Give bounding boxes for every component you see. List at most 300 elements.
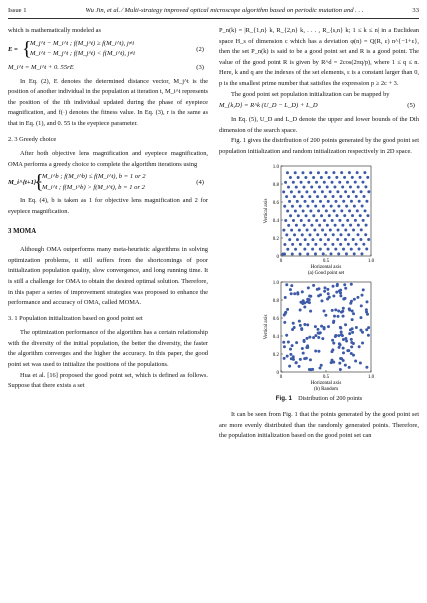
random-point	[289, 352, 292, 355]
good-point-point	[345, 252, 348, 255]
left-column	[8, 26, 208, 392]
random-point	[350, 345, 353, 348]
random-point	[334, 308, 337, 311]
good-point-point	[297, 214, 300, 217]
random-point	[317, 336, 320, 339]
good-point-point	[335, 175, 338, 178]
random-point	[330, 350, 333, 353]
eq4-lhs: M_i^{t+1} =	[8, 179, 42, 187]
random-point	[340, 333, 343, 336]
good-point-point	[351, 175, 354, 178]
good-point-point	[360, 252, 363, 255]
good-point-point	[301, 233, 304, 236]
random-point	[343, 283, 346, 286]
good-point-point	[284, 180, 287, 183]
good-point-point	[358, 247, 361, 250]
eq4-row1: M_i^b ; f(M_i^b) ≤ f(M_i^t), b = 1 or 2	[42, 173, 146, 181]
good-point-point	[367, 190, 370, 193]
random-point	[285, 333, 288, 336]
good-point-point	[286, 171, 289, 174]
random-point	[310, 368, 313, 371]
good-point-point	[294, 171, 297, 174]
eq4-number: (4)	[196, 179, 204, 187]
equation-5	[219, 101, 419, 112]
good-point-point	[364, 209, 367, 212]
good-point-point	[360, 228, 363, 231]
good-point-point	[320, 176, 323, 179]
random-point	[342, 338, 345, 341]
good-point-point	[315, 180, 318, 183]
good-point-point	[287, 223, 290, 226]
good-point-point	[304, 176, 307, 179]
figure-intro-paragraph: Fig. 1 gives the distribution of 200 points generated by the good point set population initialization and random initialization respectively in 2D space.	[219, 137, 419, 155]
good-point-point	[310, 223, 313, 226]
good-point-ylabel: Vertical axis	[264, 198, 269, 223]
eq2-lhs: E =	[8, 45, 18, 53]
good-point-point	[298, 228, 301, 231]
random-point	[306, 336, 309, 339]
eq-description: In Eq. (2), E denotes the determined distance vector, M_j^t is the position of another individual in the population at iteration t, M_i^t represents the position of the ith individual updated during the phase of eyepiece magnification, and f(·) denotes the fitness value. In Eq. (3), r is the same as that in Eq. (1), and 0. 55 is the eyepiece parameter.	[8, 77, 208, 127]
good-point-point	[311, 238, 314, 241]
eq4-row2: M_i^t ; f(M_i^b) > f(M_i^t), b = 1 or 2	[42, 183, 145, 191]
figure-caption-label: Fig. 1	[275, 394, 292, 402]
good-point-point	[309, 233, 312, 236]
random-ytick-label: 0.8	[272, 298, 279, 304]
good-point-point	[325, 171, 328, 174]
good-point-point	[350, 199, 353, 202]
good-point-point	[327, 238, 330, 241]
good-point-point	[315, 219, 318, 222]
good-point-point	[347, 233, 350, 236]
good-point-ytick-label: 0.2	[272, 236, 279, 242]
random-point	[303, 305, 306, 308]
random-point	[350, 337, 353, 340]
random-point	[348, 308, 351, 311]
good-point-point	[348, 209, 351, 212]
random-point	[317, 349, 320, 352]
good-point-point	[296, 238, 299, 241]
eq4-brace: {	[34, 171, 44, 194]
good-point-point	[292, 180, 295, 183]
random-point	[289, 288, 292, 291]
random-point	[339, 291, 342, 294]
good-point-point	[293, 233, 296, 236]
good-point-point	[362, 242, 365, 245]
good-point-point	[305, 214, 308, 217]
random-point	[303, 323, 306, 326]
good-point-point	[305, 190, 308, 193]
equation-3	[8, 63, 208, 74]
good-point-point	[313, 190, 316, 193]
good-point-point	[328, 214, 331, 217]
random-point	[292, 355, 295, 358]
random-point	[290, 284, 293, 287]
random-point	[332, 341, 335, 344]
random-point	[339, 357, 342, 360]
random-point	[366, 300, 369, 303]
random-point	[300, 327, 303, 330]
random-point	[361, 293, 364, 296]
random-point	[303, 338, 306, 341]
eq5-number: (5)	[407, 102, 415, 110]
good-point-point	[295, 185, 298, 188]
good-point-xtick-label: 0.5	[322, 258, 330, 264]
good-point-point	[286, 209, 289, 212]
good-point-point	[330, 204, 333, 207]
random-point	[323, 286, 326, 289]
random-point	[361, 330, 364, 333]
random-point	[299, 308, 302, 311]
eq3-number: (3)	[196, 63, 204, 71]
equation-4	[8, 172, 208, 194]
good-point-point	[295, 223, 298, 226]
random-point	[301, 347, 304, 350]
good-point-point	[311, 199, 314, 202]
good-point-point	[336, 214, 339, 217]
random-point	[296, 291, 299, 294]
good-point-point	[347, 242, 350, 245]
good-point-point	[307, 180, 310, 183]
good-point-point	[342, 247, 345, 250]
random-point	[312, 283, 315, 286]
good-point-point	[324, 242, 327, 245]
random-point	[319, 366, 322, 369]
equation-2	[8, 39, 208, 61]
good-point-point	[351, 214, 354, 217]
random-ytick-label: 0.6	[272, 316, 279, 322]
good-point-point	[366, 214, 369, 217]
random-xtick-label: 0.5	[322, 374, 330, 380]
good-point-point	[321, 190, 324, 193]
random-point	[320, 363, 323, 366]
good-point-point	[322, 252, 325, 255]
random-point	[350, 282, 353, 285]
random-point	[351, 318, 354, 321]
random-point	[365, 365, 368, 368]
init-paragraph: The optimization performance of the algorithm has a certain relationship with the diversity of the initial population, the better the diversity, the faster the algorithm converges and the higher the accuracy. In this paper, the good point set was used to initialize the positions of the populations.	[8, 329, 208, 369]
good-point-point	[359, 175, 362, 178]
random-point	[321, 337, 324, 340]
good-point-point	[334, 223, 337, 226]
good-point-point	[359, 214, 362, 217]
random-point	[314, 334, 317, 337]
random-point	[326, 297, 329, 300]
figure-caption	[219, 394, 419, 405]
good-point-point	[329, 228, 332, 231]
random-point	[339, 294, 342, 297]
good-point-point	[333, 209, 336, 212]
good-point-point	[361, 204, 364, 207]
subsection-population-init: 3. 1 Population initialization based on good point set	[8, 314, 143, 322]
random-point	[316, 327, 319, 330]
good-point-point	[338, 218, 341, 221]
good-point-point	[287, 185, 290, 188]
good-point-point	[331, 218, 334, 221]
good-point-point	[304, 238, 307, 241]
good-point-point	[324, 195, 327, 198]
random-point	[341, 309, 344, 312]
random-xtick-label: 1.0	[367, 374, 375, 380]
random-point	[344, 323, 347, 326]
random-point	[320, 324, 323, 327]
good-point-point	[363, 171, 366, 174]
good-point-point	[352, 238, 355, 241]
random-point	[359, 361, 362, 364]
good-point-point	[337, 204, 340, 207]
random-point	[307, 286, 310, 289]
random-point	[340, 330, 343, 333]
random-point	[356, 295, 359, 298]
good-point-point	[358, 199, 361, 202]
good-point-point	[336, 238, 339, 241]
good-point-point	[345, 204, 348, 207]
good-point-point	[285, 233, 288, 236]
random-point	[367, 326, 370, 329]
eq2-brace: {	[22, 37, 32, 60]
good-point-point	[323, 218, 326, 221]
good-point-point	[333, 185, 336, 188]
random-point	[286, 354, 289, 357]
random-point	[337, 334, 340, 337]
random-point	[332, 319, 335, 322]
random-point	[298, 364, 301, 367]
good-point-point	[308, 195, 311, 198]
good-point-point	[336, 190, 339, 193]
issue-label: Issue 1	[8, 7, 27, 14]
after-figure-paragraph: It can be seen from Fig. 1 that the points generated by the good point set are more evenly distributed than the randomly generated points. Therefore, the population initialization based on the good point set can	[219, 411, 419, 440]
mapping-paragraph: The good point set population initialization can be mapped by	[231, 90, 390, 98]
bounds-paragraph: In Eq. (5), U_D and L_D denote the upper and lower bounds of the Dth dimension of the search space.	[219, 116, 419, 134]
random-point	[282, 340, 285, 343]
random-point	[283, 320, 286, 323]
good-point-point	[283, 242, 286, 245]
good-point-subtitle: (a) Good point set	[307, 270, 345, 276]
good-point-point	[352, 190, 355, 193]
good-point-xtick-label: 1.0	[367, 258, 375, 264]
random-ytick-label: 0	[276, 370, 279, 376]
random-point	[309, 294, 312, 297]
random-point	[305, 356, 308, 359]
good-point-point	[306, 228, 309, 231]
good-point-point	[312, 214, 315, 217]
random-point	[295, 361, 298, 364]
good-point-point	[318, 185, 321, 188]
good-point-ytick-label: 1.0	[272, 164, 279, 170]
good-point-point	[300, 180, 303, 183]
figure-caption-text: Distribution of 200 points	[298, 394, 363, 402]
moma-paragraph: Although OMA outperforms many meta-heuristic algorithms in solving optimization problems, it still suffers from the shortcomings of poor initialization population quality, slow convergence, and long running time. It is still a challenge for OMA to obtain the desired optimal solution. Therefore, in this paper a series of improvement strategies was proposed to enhance the performance and accuracy of OMA, called MOMA.	[8, 246, 208, 307]
good-point-point	[342, 199, 345, 202]
random-point	[342, 351, 345, 354]
good-point-point	[288, 238, 291, 241]
random-point	[334, 333, 337, 336]
random-point	[292, 321, 295, 324]
random-point	[347, 349, 350, 352]
good-point-point	[344, 238, 347, 241]
good-point-point	[311, 247, 314, 250]
random-point	[320, 299, 323, 302]
good-point-point	[316, 233, 319, 236]
good-point-point	[292, 219, 295, 222]
random-point	[323, 309, 326, 312]
good-point-point	[354, 180, 357, 183]
random-point	[337, 309, 340, 312]
good-point-point	[354, 218, 357, 221]
good-point-point	[299, 242, 302, 245]
random-point	[332, 284, 335, 287]
good-point-point	[302, 185, 305, 188]
random-point	[335, 290, 338, 293]
good-point-point	[299, 252, 302, 255]
running-title: Wu Jin, et al. ∕ Multi-strategy improved optical microscope algorithm based on periodic mutation and . . .	[85, 7, 364, 14]
good-point-point	[282, 190, 285, 193]
good-point-point	[319, 247, 322, 250]
good-point-point	[367, 238, 370, 241]
good-point-point	[291, 242, 294, 245]
good-point-point	[339, 195, 342, 198]
random-point	[298, 319, 301, 322]
random-subtitle: (b) Random	[313, 386, 339, 392]
random-point	[314, 349, 317, 352]
random-ytick-label: 0.4	[272, 334, 279, 340]
random-point	[354, 359, 357, 362]
good-point-point	[309, 171, 312, 174]
good-point-point	[349, 185, 352, 188]
random-xtick-label: 0	[279, 374, 283, 380]
random-point	[309, 358, 312, 361]
random-point	[309, 309, 312, 312]
good-point-point	[296, 199, 299, 202]
good-point-point	[365, 223, 368, 226]
good-point-point	[316, 195, 319, 198]
good-point-point	[282, 228, 285, 231]
good-point-point	[339, 242, 342, 245]
good-point-point	[323, 180, 326, 183]
good-point-point	[343, 175, 346, 178]
random-point	[283, 356, 286, 359]
good-point-point	[349, 223, 352, 226]
good-point-point	[321, 228, 324, 231]
random-point	[287, 340, 290, 343]
random-point	[301, 301, 304, 304]
random-point	[295, 341, 298, 344]
good-point-point	[294, 247, 297, 250]
good-point-point	[322, 204, 325, 207]
random-point	[312, 336, 315, 339]
good-point-point	[312, 176, 315, 179]
good-point-point	[353, 204, 356, 207]
good-point-point	[317, 209, 320, 212]
good-point-ytick-label: 0.4	[272, 218, 279, 224]
good-point-point	[309, 209, 312, 212]
good-point-point	[301, 195, 304, 198]
good-point-point	[314, 252, 317, 255]
good-point-point	[356, 209, 359, 212]
good-point-point	[326, 223, 329, 226]
good-point-point	[337, 228, 340, 231]
good-point-point	[319, 238, 322, 241]
good-point-point	[337, 252, 340, 255]
random-ytick-label: 0.2	[272, 352, 279, 358]
random-point	[318, 331, 321, 334]
random-point	[342, 314, 345, 317]
good-point-point	[352, 228, 355, 231]
random-point	[332, 294, 335, 297]
random-point	[293, 292, 296, 295]
good-point-point	[320, 214, 323, 217]
random-point	[327, 325, 330, 328]
random-point	[305, 346, 308, 349]
random-point	[283, 345, 286, 348]
good-point-point	[286, 247, 289, 250]
random-point	[323, 325, 326, 328]
good-point-point	[283, 252, 286, 255]
good-point-point	[299, 204, 302, 207]
eq5-text: M_{k,D} = R^k (U_D − L_D) + L_D	[219, 102, 318, 110]
good-point-xtick-label: 0	[279, 258, 283, 264]
random-point	[336, 314, 339, 317]
random-point	[338, 361, 341, 364]
random-point	[324, 313, 327, 316]
good-point-point	[297, 176, 300, 179]
good-point-point	[339, 233, 342, 236]
good-point-point	[344, 190, 347, 193]
good-point-point	[347, 195, 350, 198]
good-point-point	[307, 242, 310, 245]
random-point	[290, 292, 293, 295]
random-point	[317, 294, 320, 297]
good-point-point	[303, 223, 306, 226]
random-point	[360, 304, 363, 307]
good-point-point	[340, 171, 343, 174]
good-point-point	[363, 195, 366, 198]
good-point-point	[291, 252, 294, 255]
good-point-point	[317, 171, 320, 174]
random-ylabel: Vertical axis	[264, 314, 269, 339]
running-header	[8, 6, 419, 19]
random-point	[301, 290, 304, 293]
subsection-greedy-choice: 2. 3 Greedy choice	[8, 135, 57, 143]
random-point	[339, 368, 342, 371]
random-point	[352, 353, 355, 356]
random-point	[342, 346, 345, 349]
good-point-point	[343, 214, 346, 217]
good-point-point	[356, 233, 359, 236]
random-point	[331, 358, 334, 361]
random-point	[327, 292, 330, 295]
good-point-point	[364, 233, 367, 236]
good-point-point	[366, 175, 369, 178]
good-point-point	[327, 199, 330, 202]
random-point	[339, 288, 342, 291]
eq3-text: M_i^t = M_i^t + 0. 55rE	[8, 63, 74, 71]
hua-paragraph: Hua et al. [16] proposed the good point set, which is defined as follows. Suppose that there exists a set	[8, 371, 208, 390]
random-point	[350, 341, 353, 344]
random-point	[316, 287, 319, 290]
random-point	[338, 345, 341, 348]
page-number: 33	[412, 7, 419, 14]
random-point	[285, 283, 288, 286]
good-point-point	[332, 233, 335, 236]
random-point	[284, 310, 287, 313]
random-point	[348, 332, 351, 335]
random-point	[286, 307, 289, 310]
good-point-point	[329, 190, 332, 193]
good-point-point	[353, 252, 356, 255]
good-point-point	[284, 219, 287, 222]
good-point-point	[303, 247, 306, 250]
good-point-point	[334, 199, 337, 202]
